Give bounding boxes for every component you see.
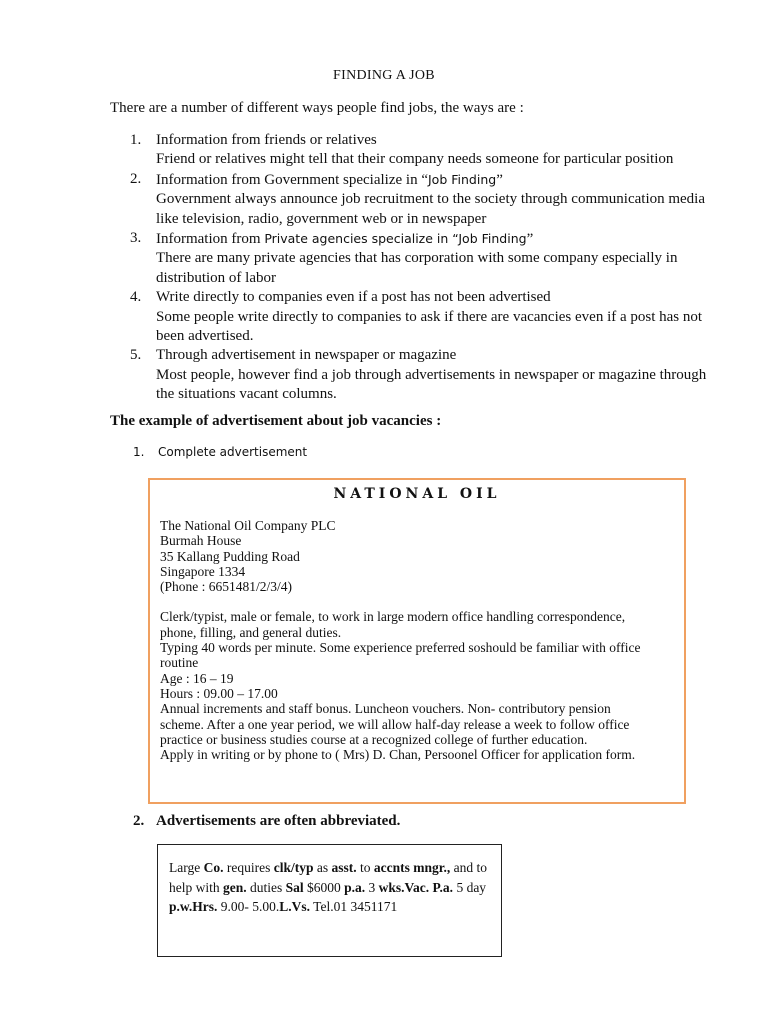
abbreviated-ad-text bbox=[169, 858, 493, 917]
list-item-heading: Through advertisement in newspaper or magazine bbox=[156, 347, 457, 364]
list-item-description: Some people write directly to companies to ask if there are vacancies even if a post has not been advertised. bbox=[156, 308, 703, 345]
abbreviation: clk/typ bbox=[273, 860, 314, 875]
ad-line: The National Oil Company PLC bbox=[160, 518, 336, 533]
abbreviated-ad-subheading bbox=[133, 813, 400, 830]
abbreviation: asst. bbox=[331, 860, 357, 875]
page-title: FINDING A JOB bbox=[333, 68, 435, 83]
abbreviated-advertisement-box bbox=[157, 844, 502, 957]
ad-text-segment: Tel.01 3451171 bbox=[310, 899, 398, 914]
list-item-heading bbox=[156, 170, 720, 190]
list-item bbox=[130, 229, 720, 288]
list-item bbox=[130, 131, 720, 170]
ad-line: Hours : 09.00 – 17.00 bbox=[160, 685, 278, 701]
list-number: 5. bbox=[130, 347, 142, 364]
example-heading: The example of advertisement about job vacancies : bbox=[110, 413, 442, 429]
list-item bbox=[130, 288, 720, 346]
abbreviation: Co. bbox=[203, 860, 224, 875]
heading-text: Information from bbox=[156, 231, 265, 248]
abbreviation: p.a. bbox=[344, 879, 366, 895]
ad-text-segment: duties bbox=[246, 879, 286, 895]
list-item bbox=[130, 346, 720, 404]
ad-text-segment: 3 bbox=[365, 879, 379, 895]
heading-highlight: Job Finding bbox=[428, 171, 497, 187]
ad-line: Clerk/typist, male or female, to work in large modern office handling correspondence, bbox=[160, 609, 626, 625]
ad-brand-title: NATIONAL OIL bbox=[333, 486, 501, 502]
ad-text-segment: requires bbox=[223, 860, 274, 875]
list-item-heading bbox=[156, 229, 720, 249]
ad-line: (Phone : 6651481/2/3/4) bbox=[160, 579, 292, 595]
ad-line: routine bbox=[160, 655, 199, 671]
list-item-heading: Information from friends or relatives bbox=[156, 132, 377, 148]
ad-line: phone, filling, and general duties. bbox=[160, 624, 342, 640]
subheading-number: 2. bbox=[133, 813, 145, 829]
ad-line: 35 Kallang Pudding Road bbox=[160, 548, 300, 564]
abbreviation: wks.Vac. P.a. bbox=[378, 879, 454, 895]
heading-quote-end: ” bbox=[526, 231, 534, 248]
ad-line: Apply in writing or by phone to ( Mrs) D. Chan, Persoonel Officer for application form. bbox=[160, 747, 636, 763]
heading-quote-end: ” bbox=[496, 171, 503, 188]
list-number: 3. bbox=[130, 230, 142, 247]
abbreviation: L.Vs. bbox=[279, 899, 311, 914]
list-item-description: Friend or relatives might tell that their company needs someone for particular position bbox=[156, 151, 674, 168]
ad-text-segment: $6000 bbox=[303, 879, 345, 895]
ad-body bbox=[160, 518, 674, 762]
list-item bbox=[130, 170, 720, 229]
ad-line bbox=[160, 594, 674, 609]
ad-line: Singapore 1334 bbox=[160, 563, 246, 579]
subheading-number: 1. bbox=[133, 445, 145, 459]
list-number: 4. bbox=[130, 289, 142, 306]
complete-advertisement-box bbox=[148, 478, 686, 804]
ad-line: Annual increments and staff bonus. Luncheon vouchers. Non- contributory pension bbox=[160, 701, 611, 717]
complete-ad-subheading bbox=[133, 445, 307, 459]
heading-text: Information from Government specialize in “ bbox=[156, 171, 428, 188]
heading-highlight: Private agencies specialize in “Job Finding bbox=[264, 231, 527, 247]
ways-list bbox=[130, 131, 720, 405]
ad-text-segment: as bbox=[313, 860, 332, 875]
ad-line: Age : 16 – 19 bbox=[160, 670, 234, 686]
list-item-description: Government always announce job recruitment to the society through communication media like television, radio, government web or in newspaper bbox=[156, 191, 706, 227]
intro-paragraph: There are a number of different ways people find jobs, the ways are : bbox=[110, 100, 524, 116]
ad-text-segment: 5 day bbox=[453, 879, 487, 895]
list-number: 2. bbox=[130, 170, 142, 187]
list-item-description: Most people, however find a job through advertisements in newspaper or magazine through the situations vacant columns. bbox=[156, 366, 707, 403]
ad-line: practice or business studies course at a recognized college of further education. bbox=[160, 731, 588, 747]
abbreviation: Sal bbox=[285, 879, 304, 895]
abbreviation: gen. bbox=[223, 879, 247, 895]
list-item-heading: Write directly to companies even if a post has not been advertised bbox=[156, 289, 551, 306]
list-number: 1. bbox=[130, 132, 142, 148]
ad-text-segment: 9.00- 5.00. bbox=[217, 899, 280, 914]
abbreviation: accnts mngr., bbox=[373, 860, 451, 875]
ad-text-segment: Large bbox=[169, 860, 204, 875]
list-item-description: There are many private agencies that has corporation with some company especially in distribution of labor bbox=[156, 250, 678, 286]
ad-text-segment: to bbox=[356, 860, 374, 875]
ad-line: Typing 40 words per minute. Some experience preferred soshould be familiar with office bbox=[160, 640, 641, 656]
subheading-label: Advertisements are often abbreviated. bbox=[156, 813, 401, 829]
ad-text-segment: and to help with bbox=[169, 860, 488, 895]
abbreviation: p.w.Hrs. bbox=[169, 899, 218, 914]
subheading-label: Complete advertisement bbox=[158, 445, 308, 459]
ad-line: scheme. After a one year period, we will allow half-day release a week to follow office bbox=[160, 716, 630, 732]
ad-line: Burmah House bbox=[160, 533, 242, 549]
